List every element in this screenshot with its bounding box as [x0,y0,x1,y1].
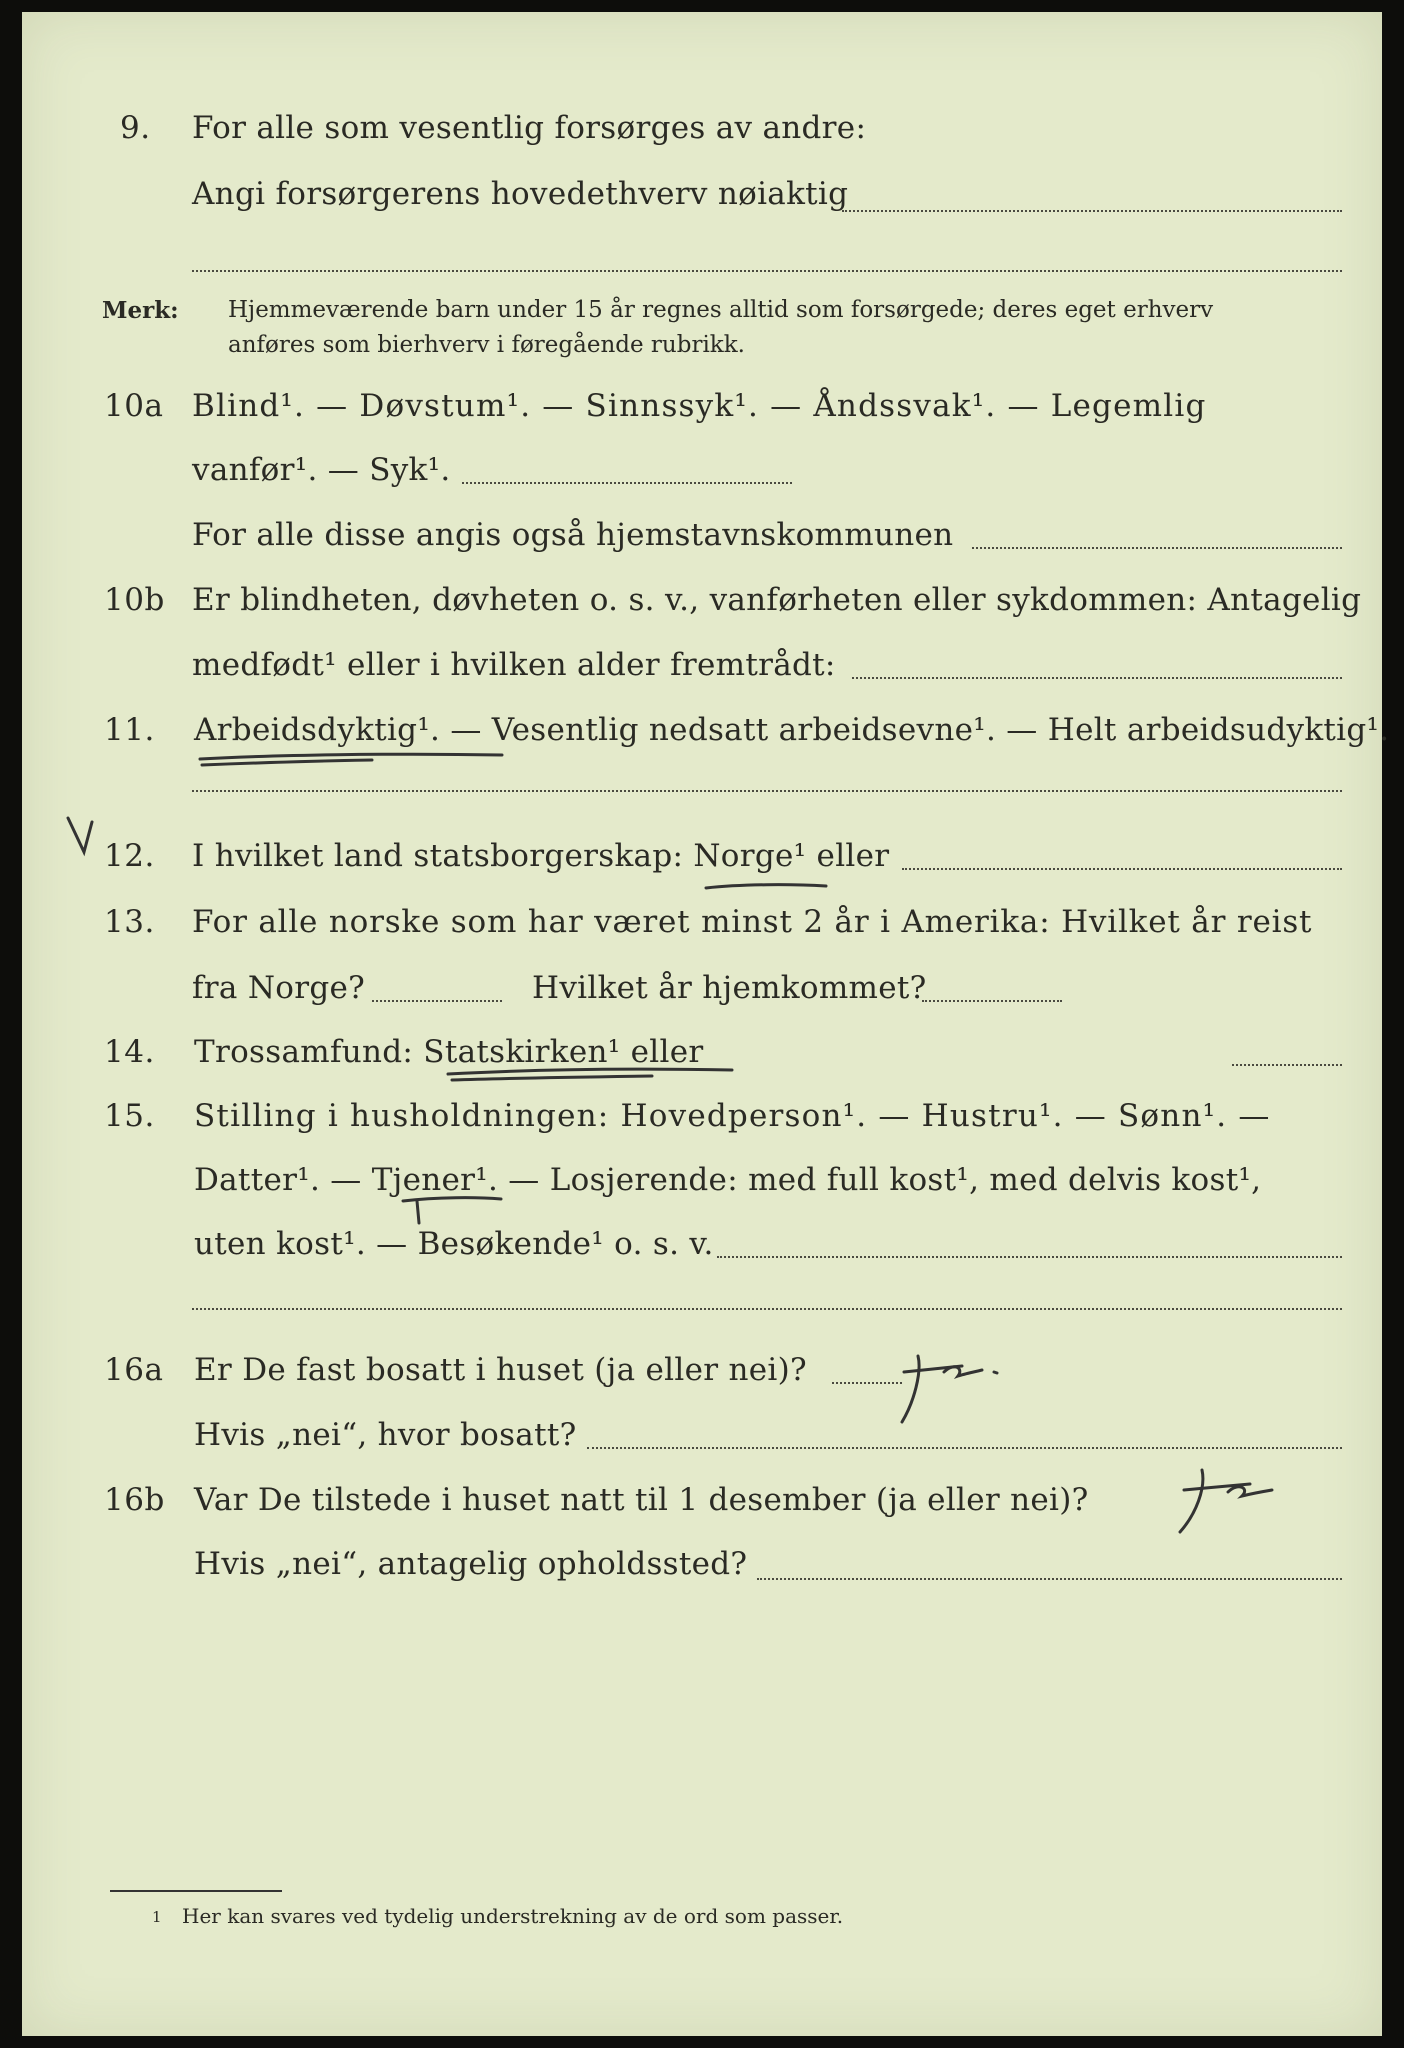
answer-line[interactable] [372,1000,502,1002]
question-text: Var De tilstede i huset natt til 1 desember (ja eller nei)? [194,1482,1089,1518]
question-number: 11. [104,712,155,748]
question-text: uten kost¹. — Besøkende¹ o. s. v. [194,1226,714,1262]
question-number: 14. [104,1034,155,1070]
answer-line[interactable] [192,790,1342,792]
answer-line[interactable] [462,482,792,484]
question-text: Hvilket år hjemkommet? [532,970,927,1006]
note-text: Hjemmeværende barn under 15 år regnes alltid som forsørgede; deres eget erhverv [228,297,1214,323]
handwritten-answer-ja [882,1342,1002,1432]
question-text: Arbeidsdyktig¹. — Vesentlig nedsatt arbeidsevne¹. — Helt arbeidsudyktig¹. [194,712,1390,748]
question-text: Datter¹. — Tjener¹. — Losjerende: med full kost¹, med delvis kost¹, [194,1162,1262,1198]
handwritten-answer-ja [1162,1462,1282,1542]
footnote-text: Her kan svares ved tydelig understrekning av de ord som passer. [182,1904,844,1928]
question-text: I hvilket land statsborgerskap: Norge¹ eller [192,838,890,874]
question-number: 10b [104,582,165,618]
census-form-page [22,12,1390,2036]
answer-line[interactable] [922,1000,1062,1002]
answer-line[interactable] [1232,1064,1342,1066]
question-number: 9. [120,110,151,146]
question-text: Er blindheten, døvheten o. s. v., vanførheten eller sykdommen: Antagelig [192,582,1362,618]
handwritten-underline [442,1058,742,1088]
answer-line[interactable] [587,1447,1342,1449]
question-number: 13. [104,904,155,940]
question-text: Trossamfund: Statskirken¹ eller [194,1034,704,1070]
question-text: medfødt¹ eller i hvilken alder fremtrådt: [192,647,836,683]
footnote-mark: 1 [152,1908,162,1926]
question-number: 16a [104,1352,164,1388]
question-number: 10a [104,388,164,424]
answer-line[interactable] [717,1256,1342,1258]
check-mark-icon [62,812,102,862]
question-text: Angi forsørgerens hovedethverv nøiaktig [192,176,849,212]
question-number: 12. [104,838,155,874]
note-text: anføres som bierhverv i føregående rubrikk. [228,332,745,358]
question-text: For alle som vesentlig forsørges av andre: [192,110,867,146]
handwritten-underline [702,878,832,898]
answer-line[interactable] [902,868,1342,870]
question-text: Hvis „nei“, antagelig opholdssted? [194,1546,748,1582]
answer-line[interactable] [192,1308,1342,1310]
handwritten-underline [397,1187,507,1227]
note-label: Merk: [102,297,179,324]
question-text: Blind¹. — Døvstum¹. — Sinnssyk¹. — Åndssvak¹. — Legemlig [192,388,1207,424]
question-number: 15. [104,1098,155,1134]
question-text: For alle norske som har været minst 2 år i Amerika: Hvilket år reist [192,904,1313,940]
question-text: Hvis „nei“, hvor bosatt? [194,1417,577,1453]
question-text: fra Norge? [192,970,366,1006]
question-number: 16b [104,1482,165,1518]
footnote-rule [110,1890,282,1892]
answer-line[interactable] [972,547,1342,549]
question-text: Stilling i husholdningen: Hovedperson¹. — Hustru¹. — Sønn¹. — [194,1098,1271,1134]
handwritten-underline [192,747,512,777]
question-text: For alle disse angis også hjemstavnskommunen [192,517,954,553]
answer-line[interactable] [757,1578,1342,1580]
answer-line[interactable] [852,677,1342,679]
answer-line[interactable] [842,210,1342,212]
question-text: Er De fast bosatt i huset (ja eller nei)? [194,1352,807,1388]
question-text: vanfør¹. — Syk¹. [192,452,451,488]
answer-line[interactable] [192,270,1342,272]
